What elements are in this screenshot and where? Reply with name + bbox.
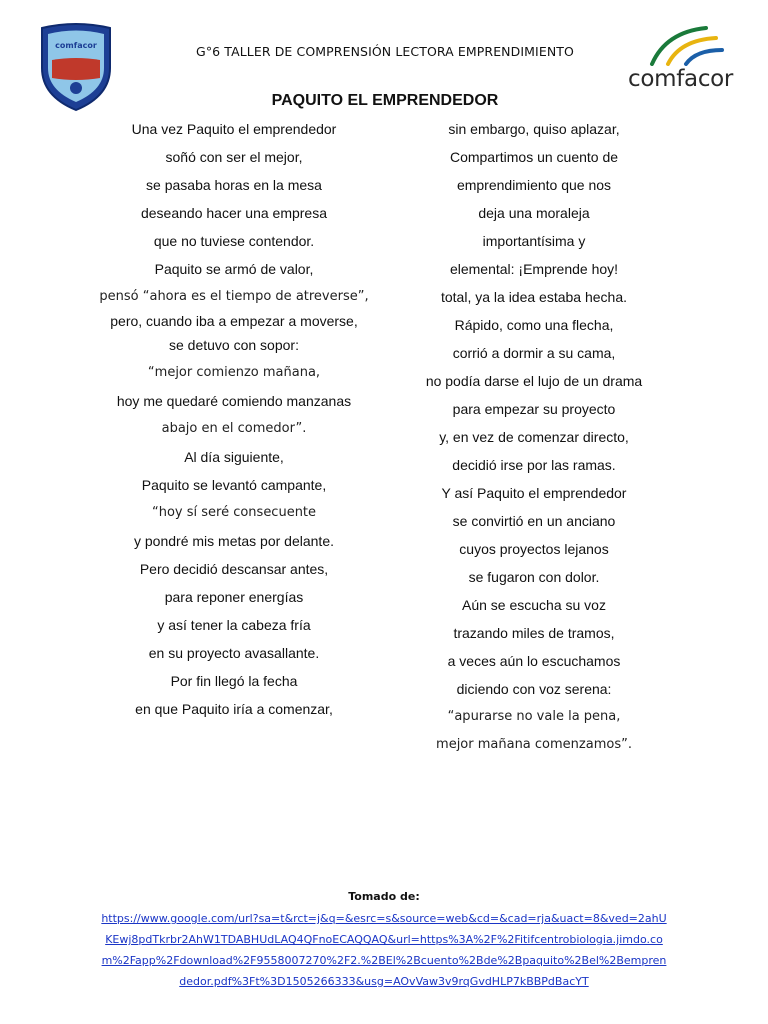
poem-left-column: [84, 120, 384, 728]
poem-line: Paquito se armó de valor,: [154, 261, 314, 277]
poem-line: corrió a dormir a su cama,: [452, 345, 616, 361]
poem-line: emprendimiento que nos: [456, 177, 612, 193]
poem-line: Por fin llegó la fecha: [170, 673, 298, 689]
poem-right-column: [384, 120, 684, 764]
poem-line: elemental: ¡Emprende hoy!: [449, 261, 619, 277]
poem-line: Paquito se levantó campante,: [141, 477, 327, 493]
poem-line: diciendo con voz serena:: [456, 681, 612, 697]
worksheet-header-title: G°6 TALLER DE COMPRENSIÓN LECTORA EMPRENDIMIENTO: [196, 44, 574, 59]
poem-line: a veces aún lo escuchamos: [447, 653, 621, 669]
school-shield-logo: [38, 22, 114, 112]
shield-text: comfacor: [55, 41, 97, 50]
poem-line: en su proyecto avasallante.: [148, 645, 320, 661]
poem-line: Y así Paquito el emprendedor: [441, 485, 627, 501]
poem-line: pero, cuando iba a empezar a moverse,: [110, 313, 358, 329]
poem-line: Una vez Paquito el emprendedor: [131, 121, 337, 137]
poem-line: trazando miles de tramos,: [453, 625, 615, 641]
poem-line: y, en vez de comenzar directo,: [439, 429, 629, 445]
poem-line: Aún se escucha su voz: [462, 597, 606, 613]
poem-line: Al día siguiente,: [184, 449, 284, 465]
poem-line: “mejor comienzo mañana,: [147, 365, 321, 380]
poem-line: Pero decidió descansar antes,: [139, 561, 329, 577]
logo-text: comfacor: [628, 66, 734, 92]
poem-line: deja una moraleja: [478, 205, 590, 221]
source-label: Tomado de:: [348, 890, 420, 903]
poem-line: y así tener la cabeza fría: [157, 617, 311, 633]
source-citation: [100, 890, 668, 991]
poem-line: se detuvo con sopor:: [169, 337, 299, 353]
source-link[interactable]: https://www.google.com/url?sa=t&rct=j&q=&esrc=s&source=web&cd=&cad=rja&uact=8&ved=2ahUKEwj8pdTkrbr2AhW1TDABHUdLAQ4QFnoECAQQAQ&url=https%3A%2F%2Fitifcentrobiologia.jimdo.com%2Fapp%2Fdownload%2F9558007270%2F2.%2BEl%2Bcuento%2Bde%2Bpaquito%2Bel%2Bemprendedor.pdf%3Ft%3D1505266333&usg=AOvVaw3v9rqGvdHLP7kBBPdBacYT: [101, 912, 667, 988]
poem-line: deseando hacer una empresa: [140, 205, 328, 221]
poem-line: que no tuviese contendor.: [153, 233, 315, 249]
poem-line: Rápido, como una flecha,: [454, 317, 614, 333]
poem-line: sin embargo, quiso aplazar,: [448, 121, 620, 137]
poem-line: soñó con ser el mejor,: [165, 149, 303, 165]
poem-line: decidió irse por las ramas.: [452, 457, 616, 473]
poem-line: total, ya la idea estaba hecha.: [440, 289, 628, 305]
document-title: PAQUITO EL EMPRENDEDOR: [271, 92, 499, 109]
comfacor-logo: [626, 24, 736, 96]
poem-line: se convirtió en un anciano: [452, 513, 616, 529]
poem-line: importantísima y: [482, 233, 586, 249]
poem-line: y pondré mis metas por delante.: [134, 533, 334, 549]
poem-line: pensó “ahora es el tiempo de atreverse”,: [99, 289, 369, 304]
poem-line: no podía darse el lujo de un drama: [425, 373, 643, 389]
poem-line: “hoy sí seré consecuente: [151, 505, 317, 520]
poem-line: mejor mañana comenzamos”.: [436, 737, 632, 752]
poem-line: abajo en el comedor”.: [161, 421, 307, 436]
poem-line: se fugaron con dolor.: [468, 569, 600, 585]
poem-line: para reponer energías: [164, 589, 304, 605]
poem-line: se pasaba horas en la mesa: [146, 177, 322, 193]
poem-line: hoy me quedaré comiendo manzanas: [116, 393, 352, 409]
poem-line: en que Paquito iría a comenzar,: [135, 701, 333, 717]
poem-line: Compartimos un cuento de: [449, 149, 619, 165]
poem-line: “apurarse no vale la pena,: [447, 709, 621, 724]
poem-line: cuyos proyectos lejanos: [459, 541, 609, 557]
poem-line: para empezar su proyecto: [452, 401, 616, 417]
